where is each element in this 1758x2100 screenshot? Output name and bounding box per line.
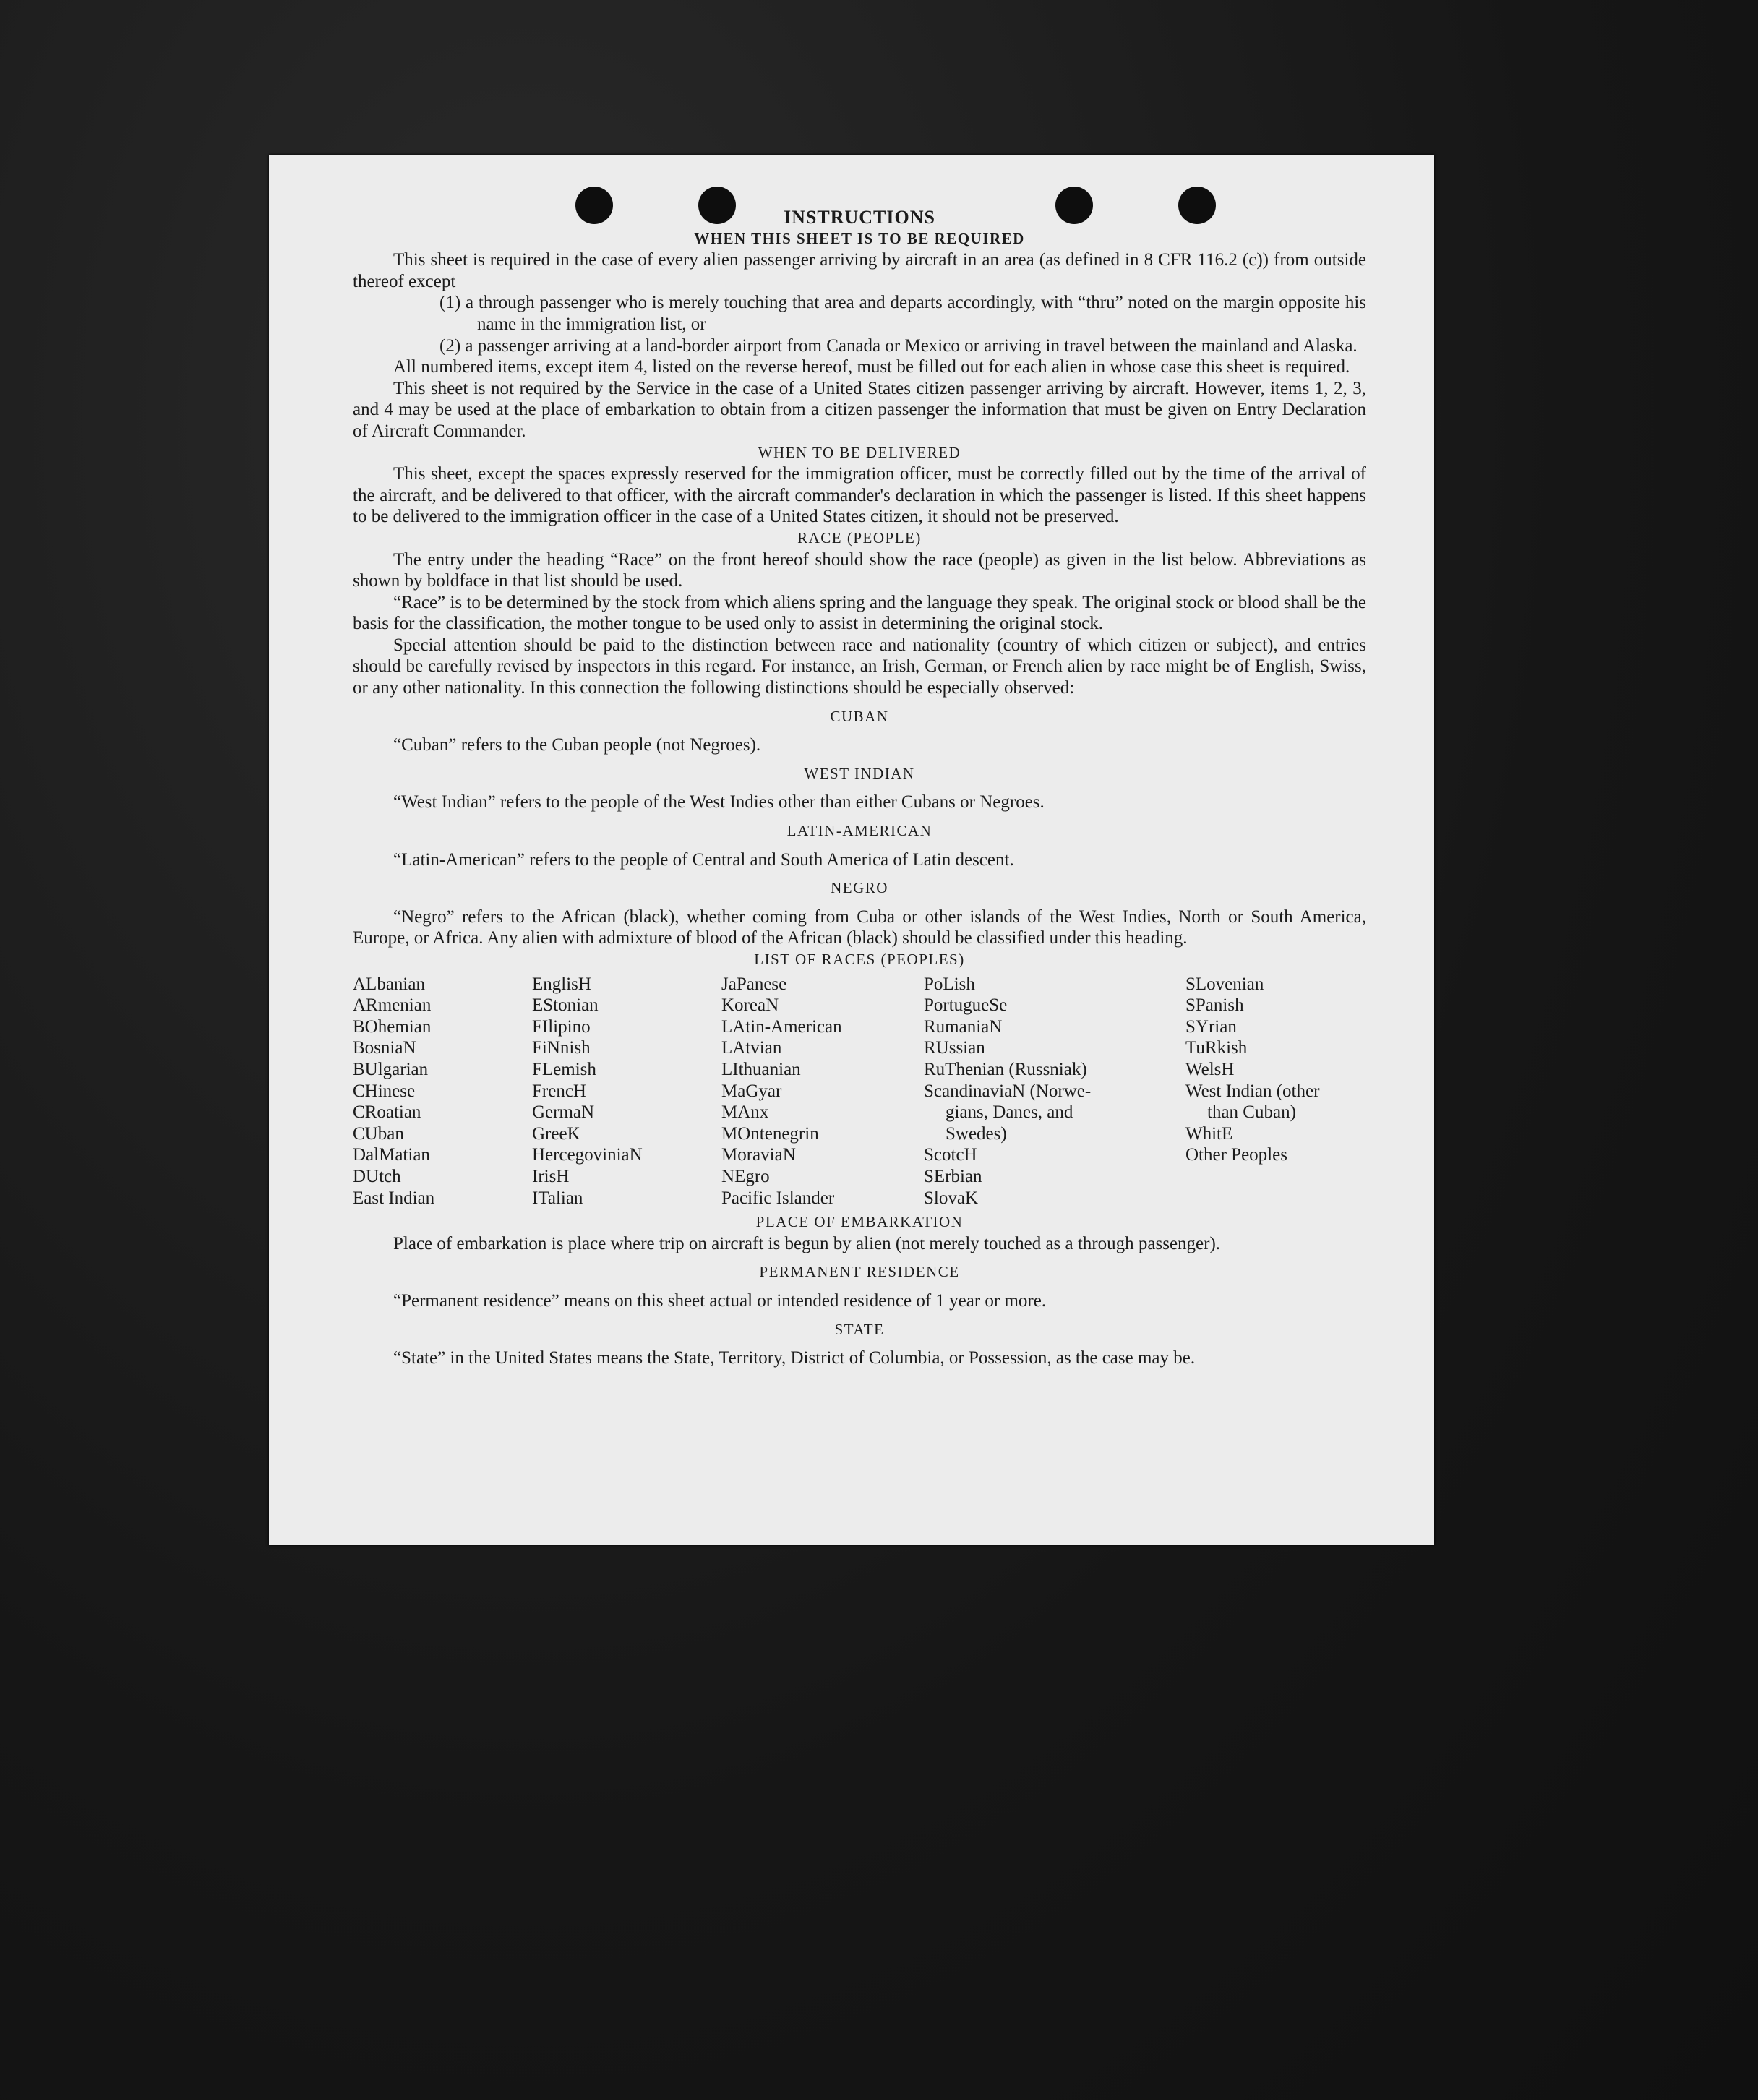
race-item: GermaN: [532, 1102, 595, 1123]
section-heading: WEST INDIAN: [804, 764, 915, 782]
list-item: (1) a through passenger who is merely touching that area and departs accordingly, with “thru” noted on the margin opposite his name in the immigration list, or: [440, 293, 1366, 334]
race-item: HercegoviniaN: [532, 1145, 643, 1165]
section-heading: WHEN THIS SHEET IS TO BE REQUIRED: [694, 229, 1025, 247]
race-column-3: [721, 974, 924, 1209]
paragraph: All numbered items, except item 4, listed on the reverse hereof, must be filled out for each alien in whose case this sheet is required.: [393, 357, 1350, 377]
paragraph: “Negro” refers to the African (black), whether coming from Cuba or other islands of the West Indies, North or South America, Europe, or Africa. Any alien with admixture of blood of the African (black) should be classified under this heading.: [353, 907, 1366, 948]
race-item: EStonian: [532, 995, 599, 1016]
race-column-1: [353, 974, 532, 1209]
race-item: FLemish: [532, 1059, 596, 1079]
race-item: Swedes): [946, 1123, 1007, 1144]
paragraph: “Latin-American” refers to the people of Central and South America of Latin descent.: [393, 849, 1014, 870]
race-item: KoreaN: [721, 995, 779, 1016]
race-item: BUlgarian: [353, 1059, 429, 1079]
race-item: gians, Danes, and: [946, 1102, 1073, 1123]
section-heading: NEGRO: [831, 879, 888, 897]
paragraph: “Cuban” refers to the Cuban people (not Negroes).: [393, 735, 761, 755]
race-item: IrisH: [532, 1166, 570, 1186]
race-item: JaPanese: [721, 974, 787, 994]
section-heading: LATIN-AMERICAN: [786, 822, 932, 840]
race-item: TuRkish: [1185, 1038, 1248, 1058]
paragraph: This sheet is required in the case of every alien passenger arriving by aircraft in an area (as defined in 8 CFR 116.2 (c)) from outside thereof except: [353, 250, 1366, 291]
section-heading: PLACE OF EMBARKATION: [755, 1213, 964, 1231]
race-item: RumaniaN: [924, 1016, 1003, 1037]
section-heading: LIST OF RACES (PEOPLES): [754, 951, 965, 968]
race-item: than Cuban): [1207, 1102, 1296, 1123]
race-item: DalMatian: [353, 1145, 430, 1165]
race-item: CHinese: [353, 1081, 416, 1101]
race-item: Other Peoples: [1185, 1145, 1287, 1165]
paragraph: “Permanent residence” means on this sheet actual or intended residence of 1 year or more.: [393, 1290, 1047, 1311]
race-item: LIthuanian: [721, 1059, 801, 1079]
race-item: WelsH: [1185, 1059, 1235, 1079]
race-item: LAtin-American: [721, 1016, 842, 1037]
race-item: RuThenian (Russniak): [924, 1059, 1087, 1079]
race-item: SlovaK: [924, 1188, 978, 1208]
section-heading: WHEN TO BE DELIVERED: [758, 443, 961, 461]
paragraph: “Race” is to be determined by the stock from which aliens spring and the language they speak. The original stock or blood shall be the basis for the classification, the mother tongue to be used only to assist in determining the original stock.: [353, 592, 1366, 634]
race-item: LAtvian: [721, 1038, 782, 1058]
section-heading: STATE: [834, 1320, 885, 1338]
race-item: MaGyar: [721, 1081, 782, 1101]
race-item: MOntenegrin: [721, 1123, 819, 1144]
race-item: FrencH: [532, 1081, 586, 1101]
section-heading: PERMANENT RESIDENCE: [759, 1263, 960, 1281]
race-item: PortugueSe: [924, 995, 1008, 1016]
race-item: EnglisH: [532, 974, 591, 994]
race-item: CRoatian: [353, 1102, 421, 1123]
race-item: ScandinaviaN (Norwe-: [924, 1081, 1092, 1101]
race-item: NEgro: [721, 1166, 770, 1186]
race-item: PoLish: [924, 974, 975, 994]
paragraph: “State” in the United States means the State, Territory, District of Columbia, or Possession, as the case may be.: [393, 1348, 1196, 1368]
paragraph: Special attention should be paid to the distinction between race and nationality (country of which citizen or subject), and entries should be carefully revised by inspectors in this regard. For instance, an Irish, German, or French alien by race might be of English, Swiss, or any other nationality. In this connection the following distinctions should be especially observed:: [353, 635, 1366, 698]
race-item: MAnx: [721, 1102, 769, 1123]
race-column-4: [924, 974, 1185, 1209]
race-item: BOhemian: [353, 1016, 432, 1037]
sheet-content: [353, 207, 1366, 1369]
race-item: FIlipino: [532, 1016, 591, 1037]
race-item: SPanish: [1185, 995, 1244, 1016]
paragraph: “West Indian” refers to the people of the West Indies other than either Cubans or Negroes.: [393, 792, 1045, 813]
race-item: FiNnish: [532, 1038, 591, 1058]
race-item: SErbian: [924, 1166, 982, 1186]
section-heading: RACE (PEOPLE): [797, 528, 922, 547]
race-item: ARmenian: [353, 995, 432, 1016]
race-item: ITalian: [532, 1188, 583, 1208]
race-item: East Indian: [353, 1188, 435, 1208]
paragraph: This sheet, except the spaces expressly reserved for the immigration officer, must be correctly filled out by the time of the arrival of the aircraft, and be delivered to that officer, with the aircraft commander's declaration in which the passenger is listed. If this sheet happens to be delivered to the immigration officer in the case of a United States citizen, it should not be preserved.: [353, 464, 1366, 527]
race-item: GreeK: [532, 1123, 580, 1144]
race-column-5: [1185, 974, 1366, 1209]
race-item: RUssian: [924, 1038, 985, 1058]
race-item: CUban: [353, 1123, 404, 1144]
race-item: ALbanian: [353, 974, 425, 994]
race-list: [353, 974, 1366, 1209]
paragraph: This sheet is not required by the Service in the case of a United States citizen passenger arriving by aircraft. However, items 1, 2, 3, and 4 may be used at the place of embarkation to obtain from a citizen passenger the information that must be given on Entry Declaration of Aircraft Commander.: [353, 378, 1366, 441]
list-item: (2) a passenger arriving at a land-border airport from Canada or Mexico or arriving in travel between the mainland and Alaska.: [440, 335, 1358, 356]
race-item: West Indian (other: [1185, 1081, 1320, 1101]
race-item: Pacific Islander: [721, 1188, 835, 1208]
page-title: INSTRUCTIONS: [784, 207, 935, 228]
paragraph: Place of embarkation is place where trip on aircraft is begun by alien (not merely touched as a through passenger).: [393, 1233, 1221, 1253]
race-item: ScotcH: [924, 1145, 977, 1165]
race-item: WhitE: [1185, 1123, 1233, 1144]
section-heading: CUBAN: [830, 707, 889, 725]
race-item: MoraviaN: [721, 1145, 796, 1165]
race-item: BosniaN: [353, 1038, 416, 1058]
instruction-sheet: [269, 155, 1434, 1545]
paragraph: The entry under the heading “Race” on the front hereof should show the race (people) as given in the list below. Abbreviations as shown by boldface in that list should be used.: [353, 549, 1366, 591]
race-item: SYrian: [1185, 1016, 1237, 1037]
race-item: DUtch: [353, 1166, 401, 1186]
race-item: SLovenian: [1185, 974, 1264, 994]
race-column-2: [532, 974, 721, 1209]
